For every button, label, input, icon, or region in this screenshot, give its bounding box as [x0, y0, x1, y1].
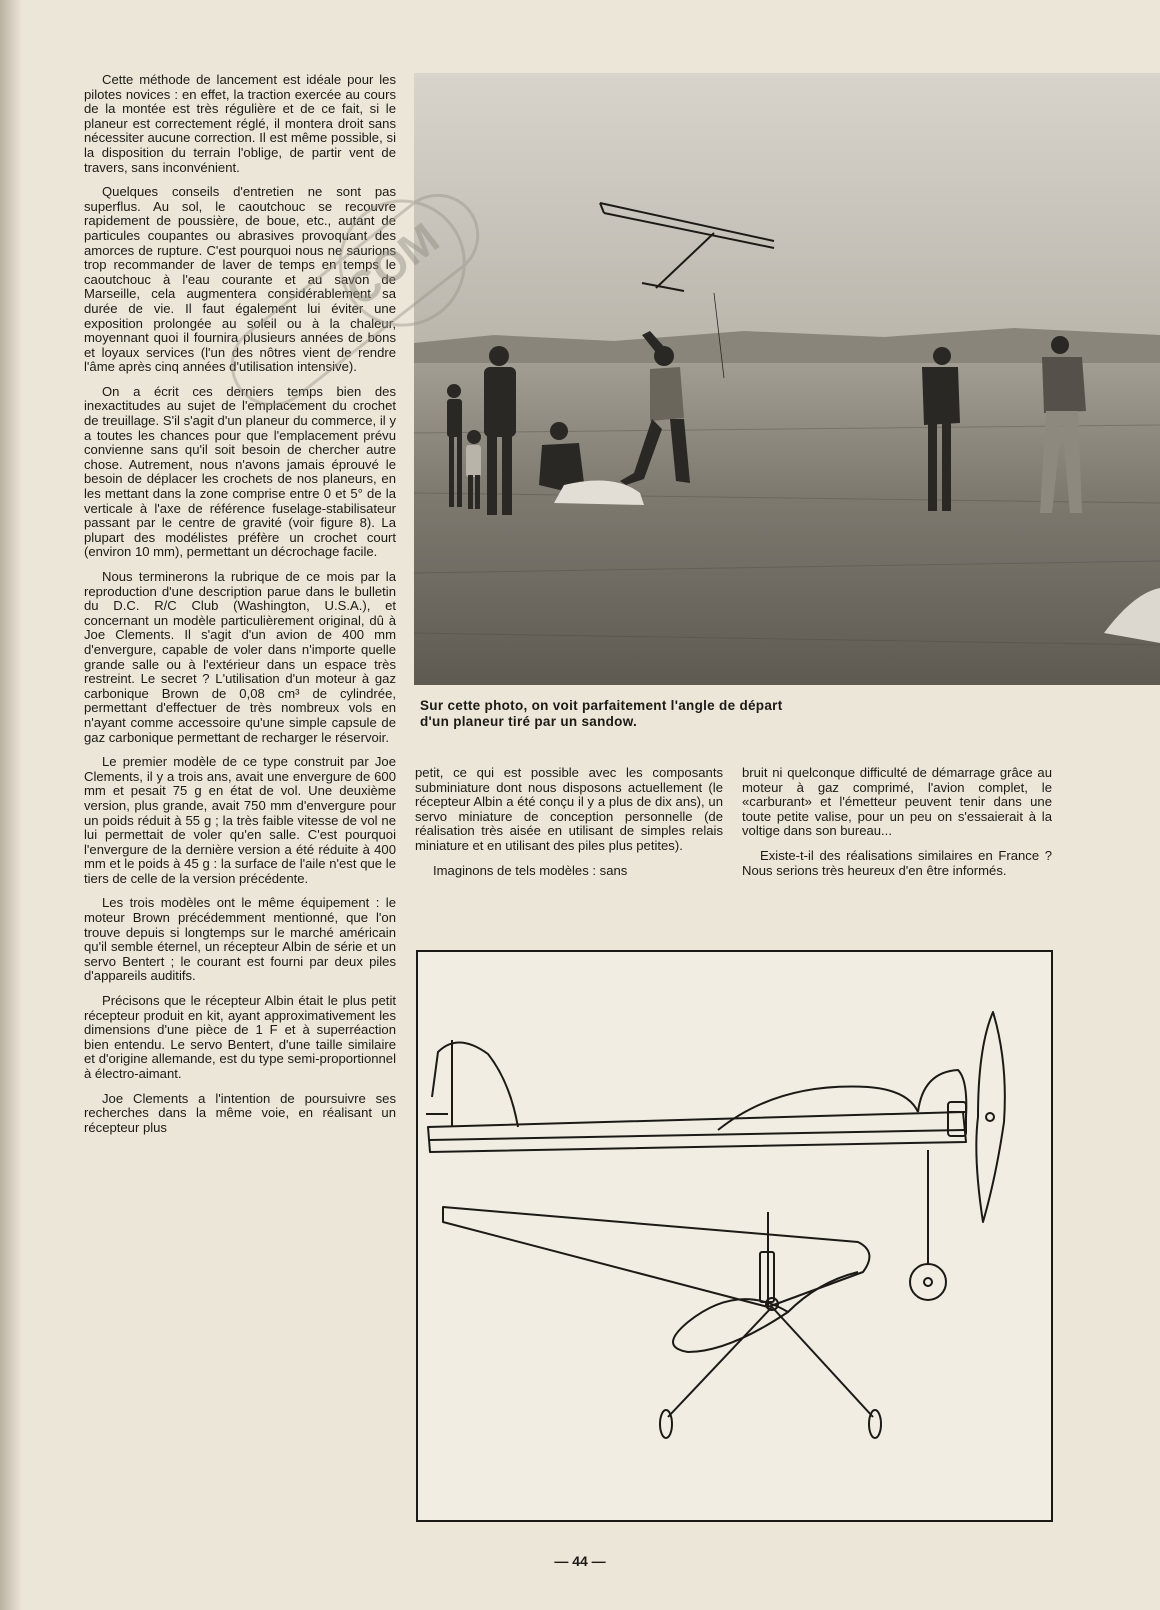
article-column-middle — [415, 766, 723, 888]
paragraph: Joe Clements a l'intention de poursuivre ses recherches dans la même voie, en réalisant un récepteur plus — [84, 1090, 396, 1135]
article-column-right — [742, 766, 1052, 888]
paragraph: Les trois modèles ont le même équipement : le moteur Brown précédemment mentionné, que l'on trouve depuis si longtemps sur le marché américain qu'il semble éternel, un récepteur Albin de série et un servo Bentert ; le courant est fourni par deux piles d'appareils auditifs. — [84, 895, 396, 984]
page-edge-shadow — [0, 0, 22, 1610]
paragraph: Cette méthode de lancement est idéale pour les pilotes novices : en effet, la traction exercée au cours de la montée est très régulière et de ce fait, si le planeur est correctement réglé, il montera droit sans nécessiter aucune correction. Il est même possible, si la disposition du terrain l'oblige, de partir vent de travers, sans inconvénient. — [84, 72, 396, 175]
page-number: — 44 — — [554, 1553, 606, 1569]
watermark-text: COM — [337, 213, 449, 316]
paragraph: bruit ni quelconque difficulté de démarrage grâce au moteur à gaz comprimé, l'avion complet, le «carburant» et l'émetteur peuvent tenir dans une toute petite valise, pour un peu on s'essaierait à la voltige dans son bureau... — [742, 765, 1052, 839]
paragraph: On a écrit ces derniers temps bien des inexactitudes au sujet de l'emplacement du crochet de treuillage. S'il s'agit d'un planeur du commerce, il y a toutes les chances pour que l'emplacement prévu convienne sans qu'il soit besoin de chercher autre chose. Autrement, nous n'avons jamais éprouvé le besoin de déplacer les crochets de nos planeurs, en les mettant dans la zone comprise entre 0 et 5° de la verticale à l'axe de référence fuselage-stabilisateur passant par le centre de gravité (voir figure 8). La plupart des modélistes préfère un crochet court (environ 10 mm), permettant un décrochage facile. — [84, 383, 396, 560]
paragraph: Existe-t-il des réalisations similaires en France ? Nous serions très heureux d'en être informés. — [742, 847, 1052, 878]
paragraph: Imaginons de tels modèles : sans — [433, 862, 628, 878]
paragraph: Quelques conseils d'entretien ne sont pas superflus. Au sol, le caoutchouc se recouvre rapidement de poussière, de boue, etc., autant de particules coupantes ou abrasives provoquant des amorces de rupture. C'est pourquoi nous ne saurions trop recommander de laver de temps en temps le caoutchouc à l'eau courante et au savon de Marseille, cela augmentera considérablement sa durée de vie. Il faut également lui éviter une exposition prolongée au soleil ou à la chaleur, moyennant quoi il fournira plusieurs années de bons et loyaux services (l'un des nôtres vient de rendre l'âme après cinq années d'utilisation intensive). — [84, 184, 396, 375]
glider-launch-photo — [414, 73, 1160, 685]
caption-line: d'un planeur tiré par un sandow. — [420, 714, 638, 729]
article-column-left — [84, 73, 396, 1145]
caption-line: Sur cette photo, on voit parfaitement l'angle de départ — [420, 698, 783, 713]
paragraph: Précisons que le récepteur Albin était le plus petit récepteur produit en kit, ayant approximativement les dimensions d'une pièce de 1 F et à superréaction bien entendu. Le servo Bentert, d'une taille similaire et d'origine allemande, est du type semi-proportionnel à électro-aimant. — [84, 993, 396, 1081]
photo-caption — [420, 698, 940, 730]
paragraph: Nous terminerons la rubrique de ce mois par la reproduction d'une description parue dans le bulletin du D.C. R/C Club (Washington, U.S.A.), et concernant un modèle particulièrement original, dû à Joe Clements. Il s'agit d'un avion de 400 mm d'envergure, capable de voler dans n'importe quelle grande salle ou à l'extérieur dans un espace très restreint. Le secret ? L'utilisation d'un moteur à gaz carbonique Brown de 0,08 cm³ de cylindrée, permettant d'effectuer de très nombreux vols en n'ayant comme accessoire qu'une simple capsule de gaz carbonique permettant de recharger le réservoir. — [84, 569, 396, 745]
airplane-line-drawing — [416, 950, 1053, 1522]
paragraph: petit, ce qui est possible avec les composants subminiature dont nous disposons actuellement (le récepteur Albin a été conçu il y a plus de dix ans), un servo miniature de conception personnelle (de réalisation très aisée en utilisant de simples relais miniature et en utilisant des piles plus petites). — [415, 765, 723, 853]
paragraph: Le premier modèle de ce type construit par Joe Clements, il y a trois ans, avait une envergure de 600 mm et pesait 75 g en état de vol. Une deuxième version, plus grande, avait 750 mm d'envergure pour un poids réduit à 55 g ; la très faible vitesse de vol ne lui permettait de voler qu'en salle. C'est pourquoi l'envergure de la dernière version a été réduite à 400 mm et le poids à 45 g : la surface de l'aile n'est que le tiers de celle de la version précédente. — [84, 754, 396, 886]
